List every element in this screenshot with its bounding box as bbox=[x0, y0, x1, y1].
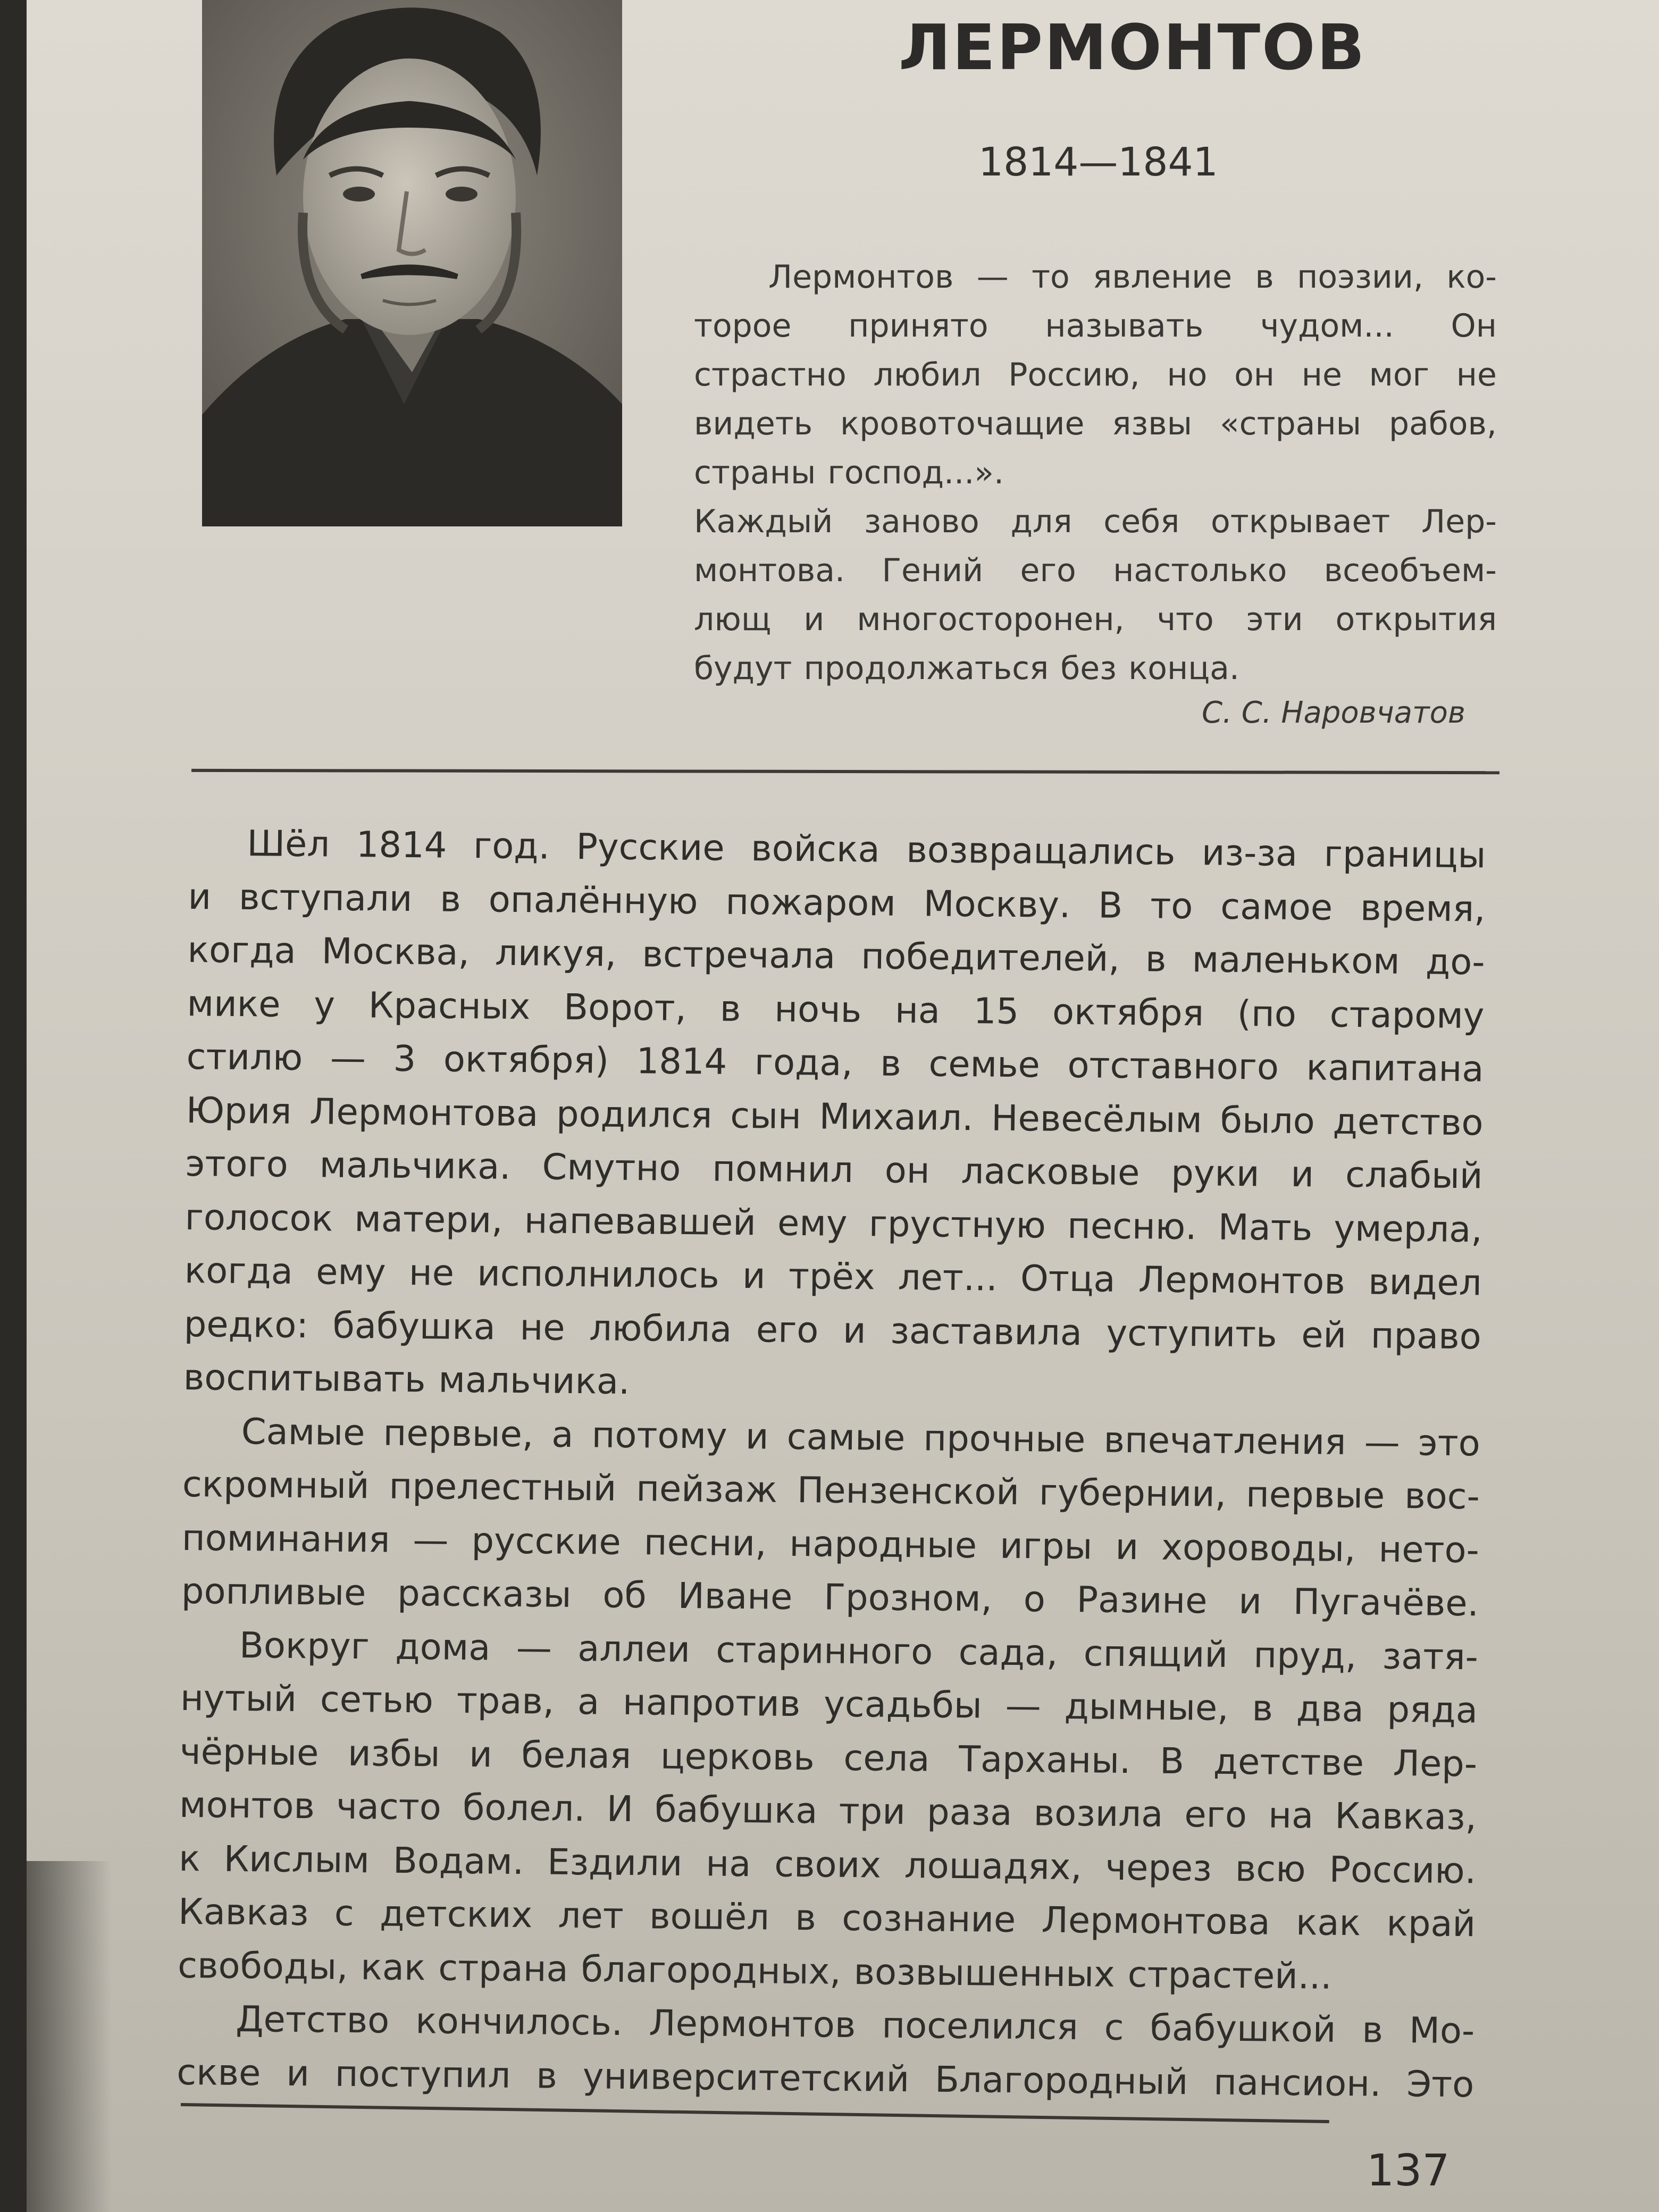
word: грустную bbox=[868, 1202, 1046, 1246]
word: себя bbox=[1103, 503, 1180, 540]
word: помнил bbox=[711, 1147, 854, 1191]
word: и bbox=[742, 1255, 766, 1297]
word: без bbox=[1060, 650, 1117, 687]
word: вступали bbox=[238, 876, 413, 919]
word: Вокруг bbox=[239, 1624, 370, 1667]
word: благородных, bbox=[581, 1948, 841, 1992]
word: Он bbox=[1451, 307, 1497, 345]
word: и bbox=[1238, 1580, 1262, 1622]
epigraph-line bbox=[694, 253, 1497, 301]
word: капитана bbox=[1306, 1046, 1484, 1090]
word: спящий bbox=[1083, 1632, 1228, 1675]
word: Невесёлым bbox=[991, 1097, 1203, 1141]
word: господ...». bbox=[827, 454, 1004, 491]
word: университетский bbox=[582, 2055, 910, 2100]
word: поселился bbox=[882, 2004, 1078, 2048]
word: сын bbox=[730, 1094, 802, 1137]
word: Кислым bbox=[223, 1838, 370, 1881]
word: то bbox=[1032, 258, 1070, 296]
word: край bbox=[1386, 1902, 1476, 1945]
word: было bbox=[1220, 1099, 1316, 1142]
word: Детство bbox=[235, 1998, 390, 2041]
word: избы bbox=[347, 1732, 440, 1775]
word: скве bbox=[176, 2051, 261, 2093]
word: Ездили bbox=[547, 1841, 683, 1884]
word: не bbox=[1301, 356, 1342, 393]
word: 1814 bbox=[636, 1040, 727, 1083]
word: с bbox=[334, 1892, 355, 1934]
word: Разине bbox=[1076, 1579, 1208, 1622]
word: многосторонен, bbox=[857, 601, 1125, 638]
word: пруд, bbox=[1253, 1633, 1357, 1677]
word: бабушка bbox=[654, 1788, 818, 1832]
word: его bbox=[1184, 1794, 1247, 1836]
word: для bbox=[1010, 503, 1073, 540]
word: страстно bbox=[694, 356, 847, 393]
divider-rule bbox=[191, 769, 1499, 774]
word: открывает bbox=[1211, 503, 1390, 540]
word: в bbox=[440, 878, 462, 920]
word: что bbox=[1157, 601, 1214, 638]
word: всю bbox=[1235, 1847, 1306, 1890]
word: об bbox=[602, 1574, 647, 1616]
word: этого bbox=[185, 1142, 289, 1185]
word: первые bbox=[1245, 1473, 1385, 1516]
word: на bbox=[706, 1842, 751, 1884]
word: но bbox=[1167, 356, 1208, 393]
word: заставила bbox=[890, 1310, 1083, 1353]
word: Каждый bbox=[694, 503, 833, 540]
word: то bbox=[1150, 884, 1193, 927]
word: Кавказ, bbox=[1335, 1795, 1477, 1838]
word: на bbox=[894, 989, 941, 1032]
word: бабушка bbox=[332, 1304, 496, 1348]
word: напевавшей bbox=[524, 1199, 757, 1243]
word: о bbox=[1023, 1578, 1046, 1620]
word: Ворот, bbox=[563, 986, 687, 1029]
word: родился bbox=[556, 1093, 713, 1136]
word: и bbox=[1115, 1526, 1139, 1568]
word: Лермонтов bbox=[1138, 1259, 1346, 1302]
word: Лер- bbox=[1393, 1742, 1478, 1784]
word: год. bbox=[473, 825, 550, 867]
word: прелестный bbox=[389, 1465, 617, 1509]
word: заново bbox=[864, 503, 979, 540]
word: — bbox=[330, 1037, 366, 1079]
epigraph bbox=[694, 253, 1497, 693]
word: — bbox=[1005, 1685, 1042, 1727]
epigraph-line bbox=[694, 644, 1497, 693]
word: конца. bbox=[1128, 650, 1239, 687]
word: кровоточащие bbox=[840, 405, 1085, 442]
word: Отца bbox=[1020, 1258, 1116, 1300]
word: детских bbox=[379, 1892, 533, 1936]
word: ликуя, bbox=[495, 932, 617, 975]
word: 15 bbox=[973, 990, 1019, 1032]
word: матери, bbox=[354, 1197, 503, 1241]
word: прочные bbox=[923, 1417, 1086, 1460]
word: октября bbox=[1052, 991, 1204, 1034]
word: сетью bbox=[320, 1678, 434, 1721]
word: страны bbox=[694, 454, 816, 491]
word: не bbox=[408, 1252, 455, 1294]
word: он bbox=[1234, 356, 1275, 393]
word: ему bbox=[777, 1202, 848, 1244]
word: не bbox=[1456, 356, 1497, 393]
word: трав, bbox=[456, 1679, 555, 1722]
word: семье bbox=[928, 1043, 1041, 1086]
word: слабый bbox=[1345, 1153, 1483, 1197]
word: мальчика. bbox=[319, 1144, 511, 1187]
word: из-за bbox=[1201, 832, 1298, 875]
word: в bbox=[880, 1042, 902, 1084]
word: песни, bbox=[643, 1521, 767, 1564]
word: и bbox=[1291, 1153, 1314, 1195]
word: первые, bbox=[383, 1412, 534, 1455]
epigraph-line bbox=[694, 448, 1497, 497]
word: и bbox=[468, 1733, 493, 1775]
word: в bbox=[535, 2054, 558, 2097]
word: Пензенской bbox=[797, 1469, 1020, 1513]
word: лющ bbox=[694, 601, 772, 638]
word: любила bbox=[589, 1306, 732, 1350]
word: воспитывать bbox=[183, 1356, 426, 1401]
word: три bbox=[839, 1790, 906, 1833]
word: Русские bbox=[576, 825, 725, 869]
epigraph-author: С. С. Наровчатов bbox=[1202, 696, 1465, 730]
body-text bbox=[177, 816, 1486, 2111]
word: и bbox=[188, 875, 212, 917]
word: Красных bbox=[368, 984, 531, 1027]
word: право bbox=[1370, 1314, 1482, 1357]
word: песню. bbox=[1067, 1204, 1197, 1247]
word: когда bbox=[187, 928, 297, 971]
page-shadow bbox=[27, 1861, 112, 2212]
word: мальчика. bbox=[438, 1359, 630, 1403]
epigraph-line bbox=[694, 497, 1497, 546]
word: мог bbox=[1369, 356, 1430, 393]
word: Смутно bbox=[542, 1146, 681, 1189]
word: раза bbox=[926, 1791, 1012, 1833]
word: дома bbox=[395, 1626, 491, 1669]
word: продолжаться bbox=[803, 650, 1049, 687]
word: настолько bbox=[1113, 552, 1287, 589]
word: торое bbox=[694, 307, 792, 345]
word: поступил bbox=[334, 2052, 511, 2096]
word: октября) bbox=[443, 1038, 609, 1082]
word: нето- bbox=[1378, 1528, 1480, 1571]
word: не bbox=[520, 1306, 565, 1348]
word: ропливые bbox=[181, 1570, 366, 1614]
word: Россию, bbox=[1008, 356, 1140, 393]
word: эти bbox=[1246, 601, 1303, 638]
word: — bbox=[1364, 1421, 1401, 1463]
word: впечатления bbox=[1103, 1419, 1346, 1463]
word: Кавказ bbox=[178, 1890, 309, 1934]
word: руки bbox=[1170, 1152, 1260, 1195]
word: Лермонтов bbox=[648, 2002, 856, 2046]
word: страстей... bbox=[1127, 1953, 1333, 1997]
word: рассказы bbox=[397, 1572, 572, 1615]
word: его bbox=[756, 1308, 819, 1351]
word: В bbox=[1159, 1740, 1185, 1782]
word: возила bbox=[1033, 1792, 1163, 1835]
epigraph-line bbox=[694, 595, 1497, 644]
word: Тарханы. bbox=[958, 1738, 1131, 1781]
word: нутый bbox=[180, 1677, 297, 1720]
word: войска bbox=[750, 827, 880, 870]
word: поэзии, bbox=[1297, 258, 1423, 296]
word: два bbox=[1296, 1688, 1364, 1730]
word: в bbox=[1255, 258, 1274, 296]
word: мике bbox=[187, 982, 281, 1025]
word: пансион. bbox=[1213, 2061, 1381, 2105]
word: лет... bbox=[898, 1256, 998, 1299]
word: возвышенных bbox=[853, 1950, 1116, 1995]
word: называть bbox=[1045, 307, 1204, 345]
word: к bbox=[178, 1837, 201, 1879]
word: опалённую bbox=[488, 878, 698, 922]
word: отставного bbox=[1067, 1044, 1279, 1088]
word: дымные, bbox=[1064, 1685, 1229, 1729]
word: когда bbox=[184, 1249, 294, 1292]
word: поминания bbox=[181, 1516, 390, 1561]
word: свободы, bbox=[177, 1944, 348, 1988]
word: как bbox=[361, 1946, 426, 1988]
word: хороводы, bbox=[1161, 1526, 1356, 1570]
word: Иване bbox=[677, 1574, 793, 1618]
word: вошёл bbox=[649, 1895, 770, 1938]
word: пожаром bbox=[725, 881, 896, 924]
page-number: 137 bbox=[1367, 2146, 1450, 2196]
word: детство bbox=[1333, 1100, 1484, 1143]
word: в bbox=[719, 987, 741, 1029]
word: а bbox=[577, 1681, 600, 1723]
word: потому bbox=[591, 1413, 728, 1457]
word: пейзаж bbox=[635, 1468, 778, 1511]
word: белая bbox=[521, 1733, 632, 1777]
word: года, bbox=[754, 1041, 853, 1084]
word: и bbox=[803, 601, 825, 638]
word: через bbox=[1105, 1846, 1212, 1889]
epigraph-line bbox=[694, 350, 1497, 399]
word: русские bbox=[471, 1519, 622, 1563]
word: старинного bbox=[716, 1629, 933, 1673]
epigraph-line bbox=[694, 546, 1497, 595]
word: и bbox=[286, 2052, 310, 2094]
word: монтов bbox=[179, 1783, 315, 1827]
word: чёрные bbox=[179, 1730, 319, 1773]
word: Лер- bbox=[1421, 503, 1497, 540]
word: — bbox=[413, 1519, 449, 1561]
word: любил bbox=[873, 356, 982, 393]
word: Москву. bbox=[923, 882, 1071, 926]
word: «страны bbox=[1219, 405, 1362, 442]
word: Лермонтов bbox=[768, 258, 954, 296]
word: до- bbox=[1425, 941, 1485, 983]
word: Шёл bbox=[247, 823, 330, 865]
word: Это bbox=[1406, 2063, 1474, 2105]
word: лет bbox=[558, 1894, 624, 1937]
word: Юрия bbox=[186, 1089, 292, 1132]
word: ей bbox=[1301, 1313, 1347, 1356]
word: 1814 bbox=[356, 824, 447, 866]
word: Гений bbox=[882, 552, 984, 589]
word: ко- bbox=[1446, 258, 1497, 296]
epigraph-line bbox=[694, 399, 1497, 448]
word: монтова. bbox=[694, 552, 845, 589]
word: сада, bbox=[958, 1631, 1058, 1674]
word: народные bbox=[789, 1522, 977, 1566]
word: Москва, bbox=[321, 930, 470, 974]
word: бабушкой bbox=[1150, 2007, 1336, 2050]
word: Самые bbox=[241, 1410, 365, 1453]
word: рабов, bbox=[1388, 405, 1497, 442]
word: в bbox=[1362, 2009, 1384, 2051]
word: у bbox=[313, 983, 336, 1026]
word: в bbox=[1145, 938, 1167, 980]
word: Благородный bbox=[934, 2058, 1188, 2102]
word: видел bbox=[1368, 1261, 1482, 1304]
word: Лермонтова bbox=[309, 1090, 539, 1134]
word: умерла, bbox=[1334, 1207, 1482, 1250]
word: стилю bbox=[186, 1035, 303, 1079]
word: детстве bbox=[1213, 1740, 1364, 1783]
epigraph-line bbox=[694, 301, 1497, 350]
word: возвращались bbox=[906, 828, 1176, 873]
word: ласковые bbox=[961, 1150, 1140, 1194]
word: явление bbox=[1093, 258, 1232, 296]
word: игры bbox=[999, 1524, 1093, 1567]
word: как bbox=[1295, 1901, 1361, 1944]
word: часто bbox=[336, 1785, 442, 1828]
word: скромный bbox=[182, 1463, 370, 1507]
portrait-drawing bbox=[202, 0, 622, 526]
portrait-image bbox=[202, 0, 622, 526]
word: и bbox=[842, 1309, 867, 1351]
life-years: 1814—1841 bbox=[978, 139, 1218, 185]
word: в bbox=[795, 1897, 817, 1939]
word: Пугачёве. bbox=[1293, 1581, 1479, 1624]
word: самые bbox=[786, 1415, 906, 1459]
word: в bbox=[1252, 1687, 1273, 1729]
word: он bbox=[884, 1149, 930, 1192]
word: Мать bbox=[1218, 1206, 1313, 1249]
word: трёх bbox=[788, 1255, 875, 1298]
word: Россию. bbox=[1329, 1848, 1477, 1891]
word: губернии, bbox=[1038, 1471, 1227, 1515]
word: принято bbox=[848, 307, 988, 345]
word: исполнилось bbox=[476, 1252, 720, 1296]
word: с bbox=[1104, 2006, 1124, 2048]
word: ночь bbox=[774, 988, 862, 1030]
word: В bbox=[1097, 884, 1123, 926]
word: победителей, bbox=[861, 935, 1120, 979]
word: напротив bbox=[622, 1681, 801, 1725]
word: усадьбы bbox=[823, 1683, 983, 1727]
word: его bbox=[1020, 552, 1076, 589]
word: старому bbox=[1329, 993, 1485, 1036]
word: ряда bbox=[1387, 1688, 1478, 1731]
page-title: ЛЕРМОНТОВ bbox=[899, 11, 1367, 84]
word: (по bbox=[1237, 992, 1297, 1035]
word: всеобъем- bbox=[1323, 552, 1497, 589]
word: болел. bbox=[462, 1787, 585, 1830]
book-page bbox=[27, 0, 1659, 2212]
word: лошадях, bbox=[904, 1844, 1083, 1888]
word: страна bbox=[438, 1947, 569, 1990]
word: встречала bbox=[642, 933, 836, 977]
word: границы bbox=[1323, 833, 1486, 876]
word: маленьком bbox=[1192, 939, 1401, 982]
word: редко: bbox=[183, 1303, 309, 1346]
word: язвы bbox=[1112, 405, 1193, 442]
word: это bbox=[1418, 1421, 1481, 1464]
word: сознание bbox=[841, 1897, 1016, 1941]
word: Грозном, bbox=[823, 1576, 993, 1620]
word: кончилось. bbox=[415, 2000, 623, 2043]
word: 3 bbox=[393, 1037, 416, 1080]
word: уступить bbox=[1106, 1312, 1277, 1355]
word: и bbox=[745, 1415, 769, 1457]
word: ему bbox=[315, 1251, 386, 1293]
word: самое bbox=[1220, 885, 1333, 928]
word: чудом... bbox=[1260, 307, 1394, 345]
word: время, bbox=[1360, 886, 1486, 929]
word: Михаил. bbox=[819, 1095, 974, 1138]
word: церковь bbox=[660, 1735, 815, 1778]
word: Лермонтова bbox=[1041, 1899, 1271, 1943]
word: Водам. bbox=[392, 1839, 524, 1882]
word: а bbox=[551, 1413, 574, 1455]
word: Мо- bbox=[1409, 2009, 1475, 2052]
word: на bbox=[1268, 1794, 1314, 1837]
word: голосок bbox=[185, 1196, 333, 1239]
word: — bbox=[976, 258, 1009, 296]
word: будут bbox=[694, 650, 792, 687]
word: И bbox=[606, 1788, 634, 1830]
word: — bbox=[516, 1627, 552, 1669]
word: затя- bbox=[1382, 1635, 1479, 1678]
word: видеть bbox=[694, 405, 813, 442]
word: села bbox=[843, 1737, 930, 1779]
word: открытия bbox=[1335, 601, 1497, 638]
word: своих bbox=[774, 1843, 882, 1886]
word: вос- bbox=[1404, 1475, 1480, 1518]
word: аллеи bbox=[577, 1627, 691, 1670]
